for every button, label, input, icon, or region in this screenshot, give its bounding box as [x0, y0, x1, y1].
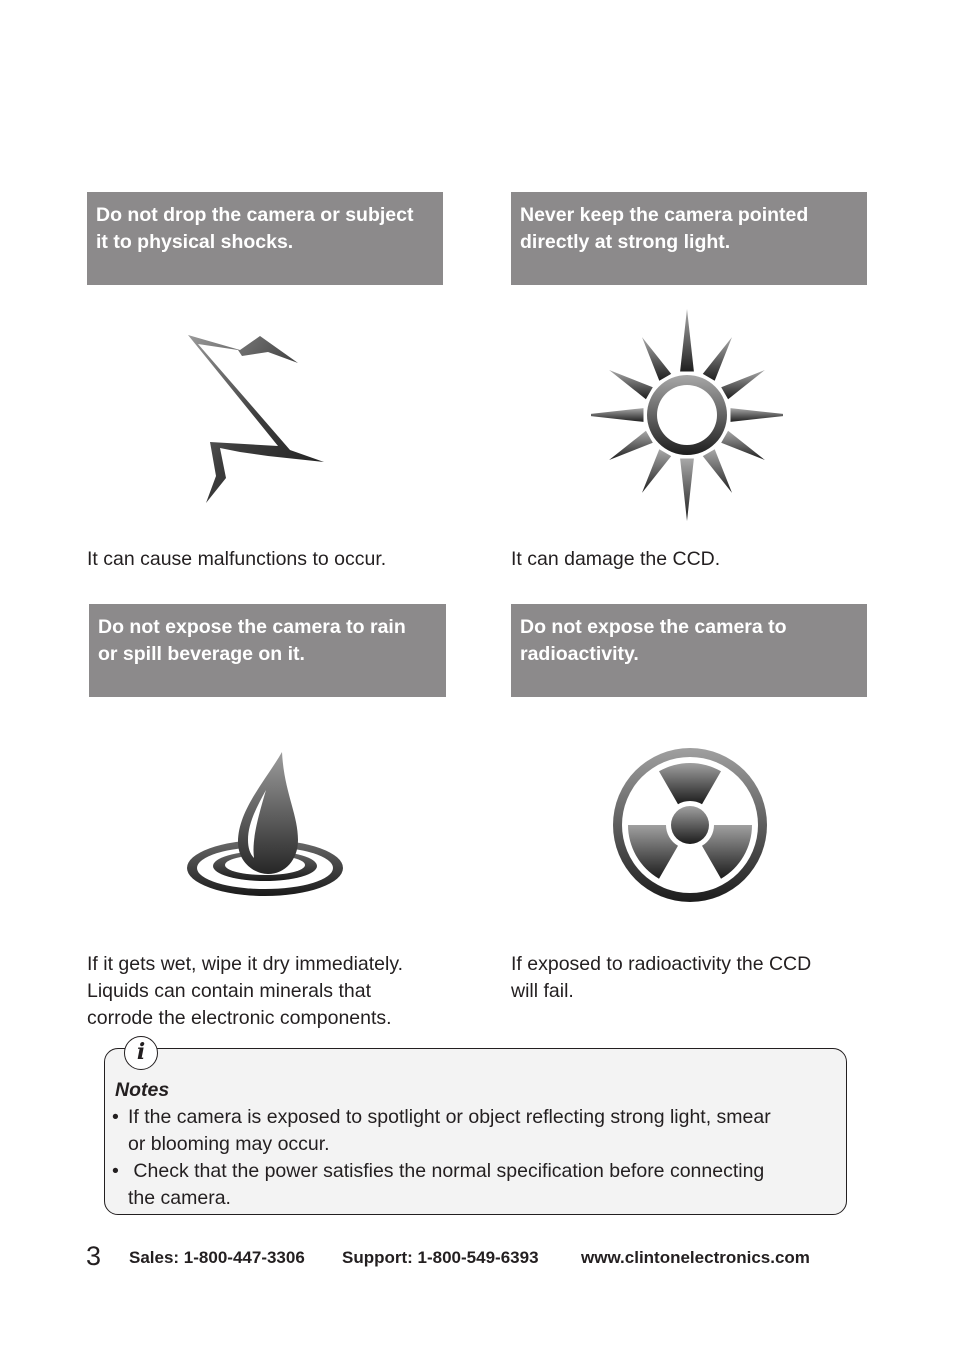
note-item	[112, 1158, 764, 1212]
sun-ray	[609, 431, 653, 460]
sun-icon	[591, 308, 783, 522]
heading-drop-shock	[87, 192, 443, 285]
bullet-icon: •	[112, 1106, 119, 1128]
caption-line: will fail.	[511, 980, 574, 1002]
caption-line: It can damage the CCD.	[511, 548, 721, 570]
caption-strong-light	[511, 546, 720, 573]
caption-line: If it gets wet, wipe it dry immediately.	[87, 953, 404, 975]
bullet-icon: •	[112, 1160, 119, 1182]
heading-line: Never keep the camera pointed	[520, 204, 809, 226]
website-link[interactable]: www.clintonelectronics.com	[581, 1248, 810, 1267]
support-phone: Support: 1-800-549-6393	[342, 1248, 539, 1267]
sun-ray	[642, 449, 671, 493]
notes-title: Notes	[115, 1079, 170, 1101]
sun-ray	[703, 449, 732, 493]
note-line: the camera.	[128, 1187, 231, 1209]
caption-line: If exposed to radioactivity the CCD	[511, 953, 812, 975]
heading-line: Do not expose the camera to	[520, 616, 787, 638]
sun-ray	[642, 337, 671, 381]
sun-ray	[680, 309, 694, 372]
heading-line: directly at strong light.	[520, 231, 731, 253]
sun-ray	[609, 370, 653, 399]
lightning-bolt-icon	[180, 330, 330, 508]
caption-line: It can cause malfunctions to occur.	[87, 548, 387, 570]
heading-radioactivity	[511, 604, 867, 697]
heading-line: Do not expose the camera to rain	[98, 616, 406, 638]
sun-ray	[721, 370, 765, 399]
heading-rain-beverage	[89, 604, 446, 697]
sun-ray	[680, 459, 694, 522]
info-icon: i	[124, 1036, 158, 1070]
note-item	[112, 1104, 771, 1158]
caption-line: Liquids can contain minerals that	[87, 980, 371, 1002]
note-line: or blooming may occur.	[128, 1133, 330, 1155]
sun-ray	[591, 408, 644, 422]
heading-line: it to physical shocks.	[96, 231, 294, 253]
heading-line: Do not drop the camera or subject	[96, 204, 414, 226]
note-line: Check that the power satisfies the normal specification before connecting	[128, 1160, 765, 1182]
sales-phone: Sales: 1-800-447-3306	[129, 1248, 305, 1267]
caption-line: corrode the electronic components.	[87, 1007, 392, 1029]
page-number: 3	[86, 1241, 102, 1271]
heading-line: or spill beverage on it.	[98, 643, 305, 665]
caption-drop-shock	[87, 546, 386, 573]
sun-ray	[731, 408, 784, 422]
radiation-icon	[612, 747, 768, 903]
caption-radioactivity	[511, 951, 811, 1005]
caption-rain-beverage	[87, 951, 403, 1032]
heading-strong-light	[511, 192, 867, 285]
sun-ray	[703, 337, 732, 381]
note-line: If the camera is exposed to spotlight or object reflecting strong light, smear	[128, 1106, 771, 1128]
heading-line: radioactivity.	[520, 643, 639, 665]
water-drop-icon	[182, 750, 348, 902]
sun-ray	[721, 431, 765, 460]
